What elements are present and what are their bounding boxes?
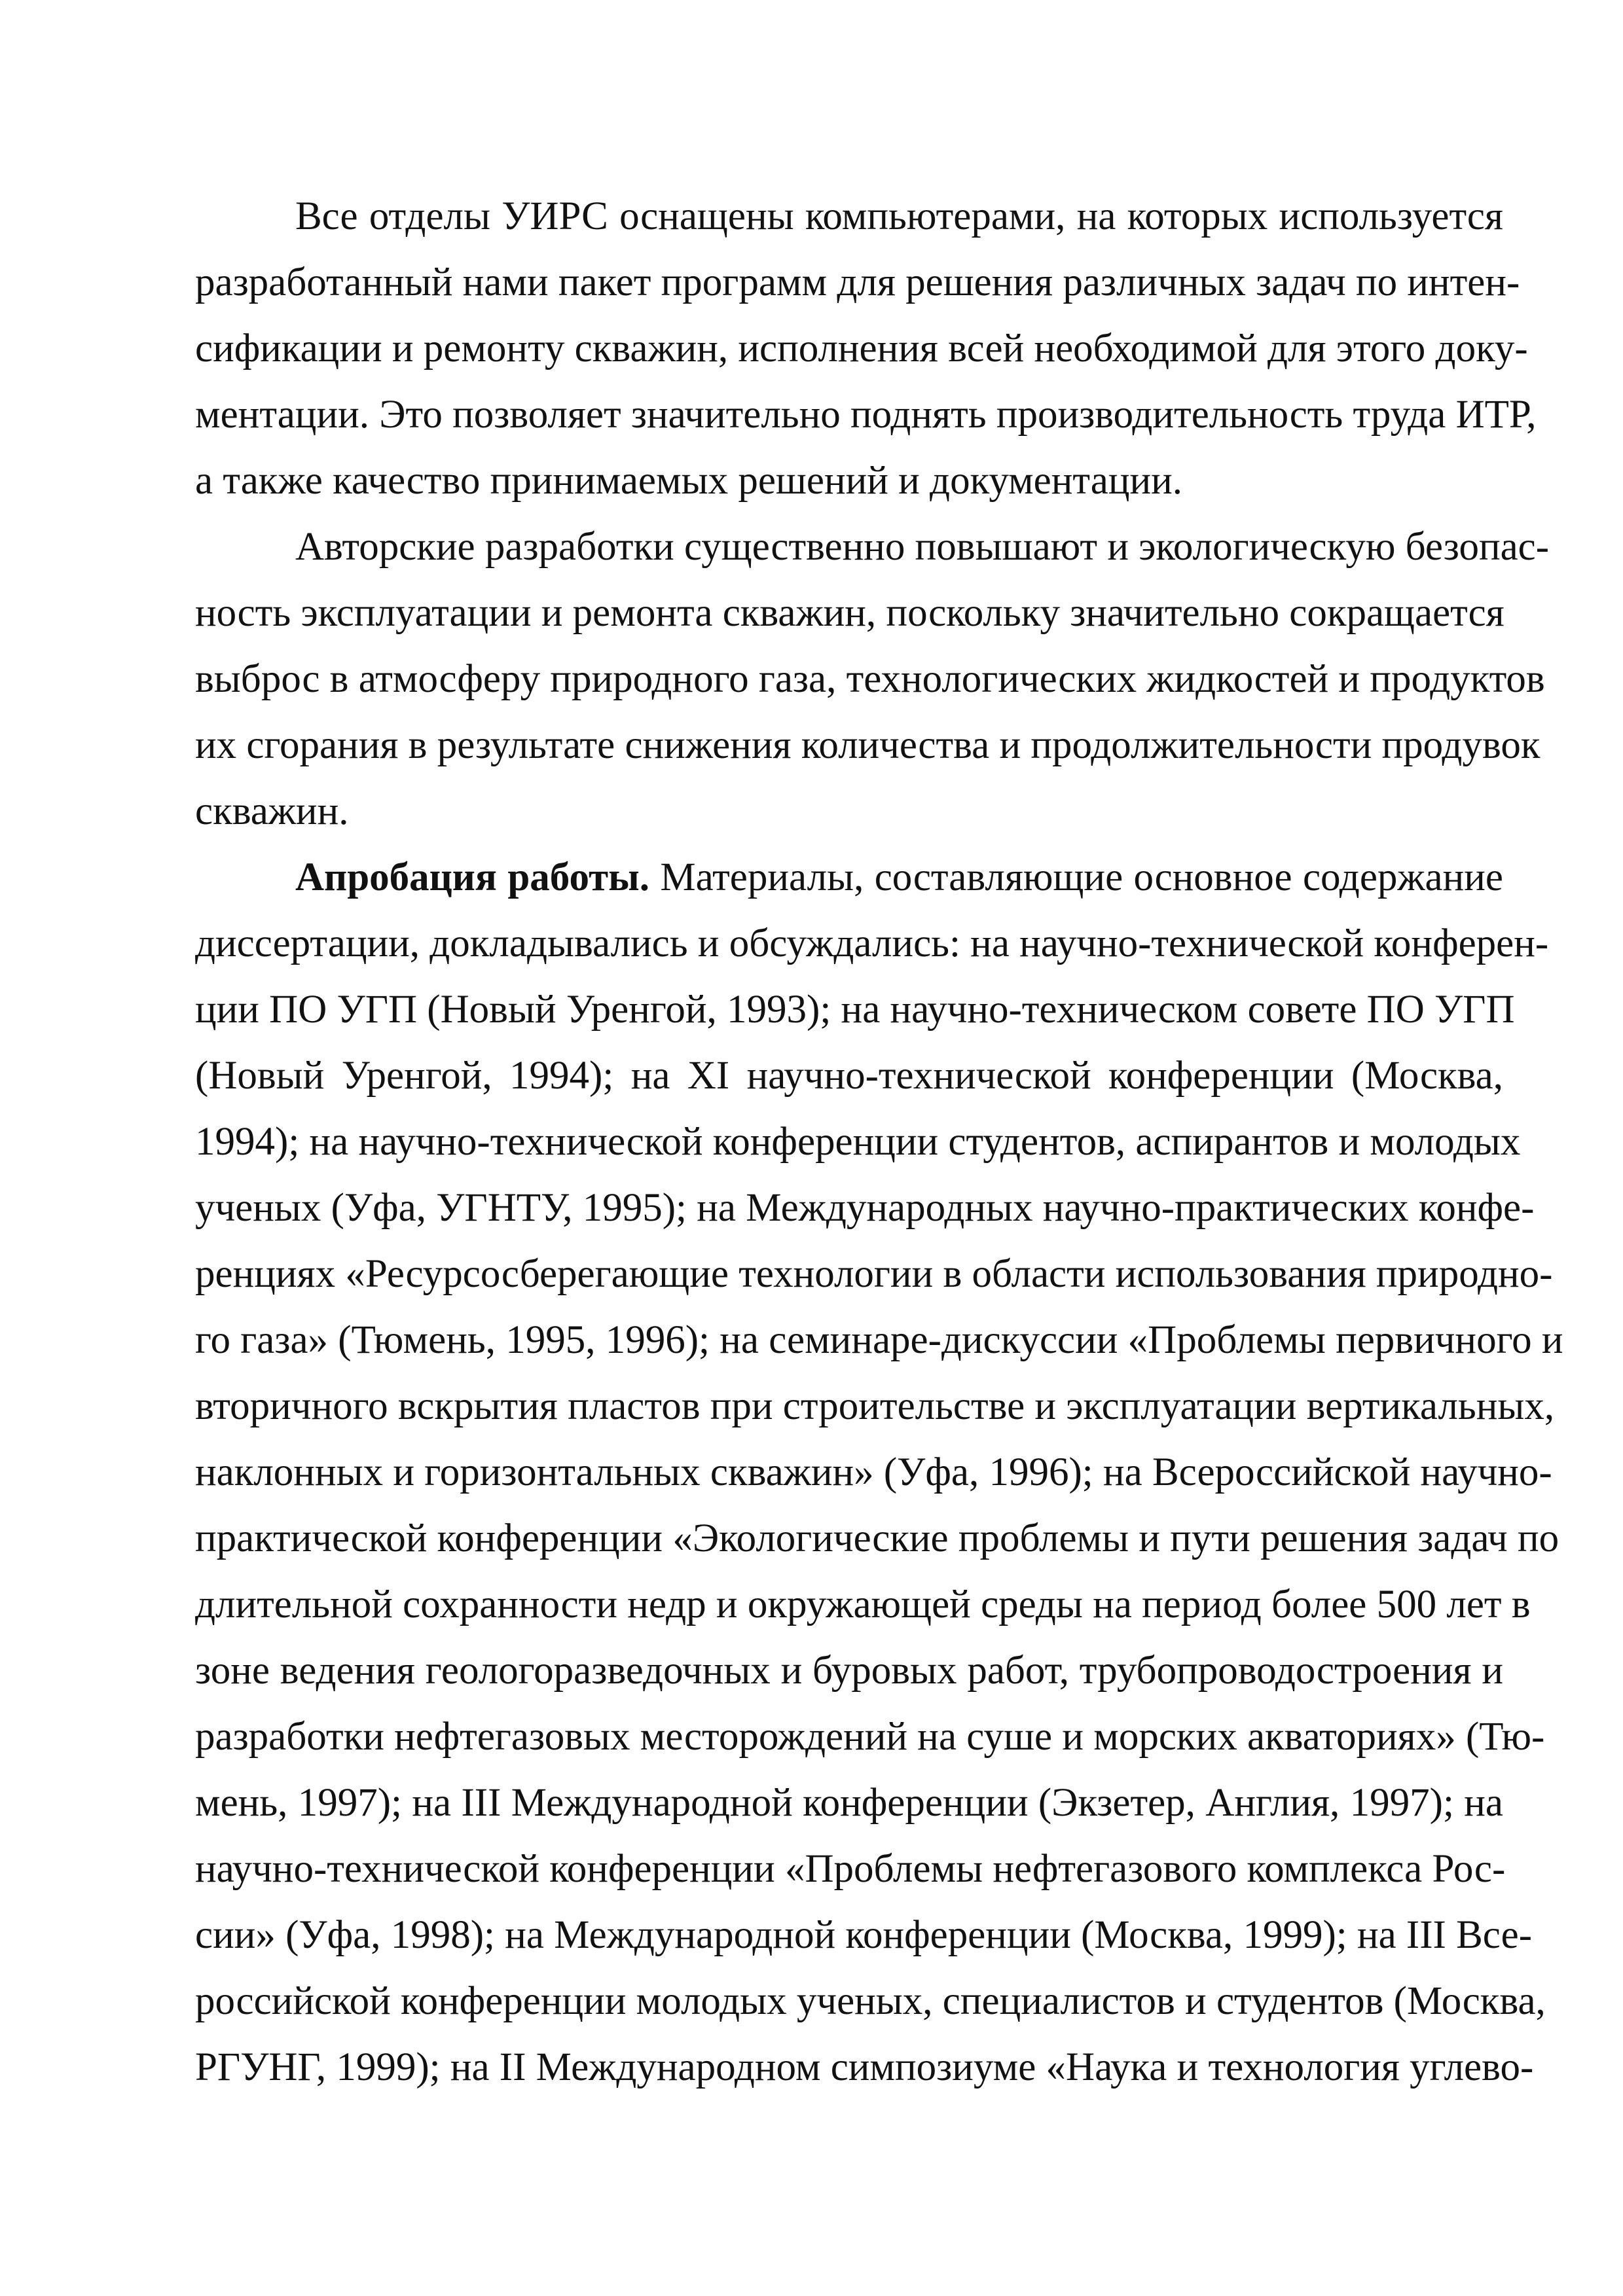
text-line: российской конференции молодых ученых, специалистов и студентов (Москва, xyxy=(195,1979,1546,2023)
text-line: сификации и ремонту скважин, исполнения всей необходимой для этого доку- xyxy=(195,327,1528,370)
text-line: Авторские разработки существенно повышают и экологическую безопас- xyxy=(295,525,1550,569)
text-line: научно-технической конференции «Проблемы нефтегазового комплекса Рос- xyxy=(195,1847,1506,1891)
text-line: ментации. Это позволяет значительно поднять производительность труда ИТР, xyxy=(195,393,1537,437)
text-line: РГУНГ, 1999); на II Международном симпозиуме «Наука и технология углево- xyxy=(195,2045,1534,2089)
text-line: зоне ведения геологоразведочных и буровых работ, трубопроводостроения и xyxy=(195,1649,1503,1693)
section-heading: Апробация работы. xyxy=(295,855,649,899)
text-line: их сгорания в результате снижения количества и продолжительности продувок xyxy=(195,723,1541,767)
text-line: а также качество принимаемых решений и документации. xyxy=(195,459,1183,503)
text-line: длительной сохранности недр и окружающей среды на период более 500 лет в xyxy=(195,1583,1531,1626)
text-line: Все отделы УИРС оснащены компьютерами, на которых используется xyxy=(295,194,1503,238)
text-line: практической конференции «Экологические проблемы и пути решения задач по xyxy=(195,1516,1559,1560)
document-page xyxy=(195,183,1563,2100)
paragraph-equipment xyxy=(195,183,1537,514)
text-line: ность эксплуатации и ремонта скважин, поскольку значительно сокращается xyxy=(195,591,1504,635)
paragraph-ecology xyxy=(195,514,1550,844)
text-line: 1994); на научно-технической конференции студентов, аспирантов и молодых xyxy=(195,1120,1521,1164)
text-line: разработанный нами пакет программ для решения различных задач по интен- xyxy=(195,260,1520,304)
text-line: наклонных и горизонтальных скважин» (Уфа, 1996); на Всероссийской научно- xyxy=(195,1450,1552,1494)
text-line: ренциях «Ресурсосберегающие технологии в области использования природно- xyxy=(195,1252,1553,1296)
text-line: вторичного вскрытия пластов при строительстве и эксплуатации вертикальных, xyxy=(195,1384,1555,1428)
text-line: го газа» (Тюмень, 1995, 1996); на семинаре-дискуссии «Проблемы первичного и xyxy=(195,1318,1563,1362)
text-line: ученых (Уфа, УГНТУ, 1995); на Международных научно-практических конфе- xyxy=(195,1186,1535,1230)
text-line: мень, 1997); на III Международной конференции (Экзетер, Англия, 1997); на xyxy=(195,1781,1503,1825)
text-line: (Новый Уренгой, 1994); на XI научно-технической конференции (Москва, xyxy=(195,1054,1503,1098)
text-line: скважин. xyxy=(195,789,349,833)
text-line-with-heading xyxy=(195,844,1503,910)
text-line: разработки нефтегазовых месторождений на суше и морских акваториях» (Тю- xyxy=(195,1715,1545,1759)
text-line: диссертации, докладывались и обсуждались: на научно-технической конферен- xyxy=(195,922,1549,965)
text-line: выброс в атмосферу природного газа, технологических жидкостей и продуктов xyxy=(195,657,1545,701)
paragraph-approbation xyxy=(195,844,1563,2100)
text-line: ции ПО УГП (Новый Уренгой, 1993); на научно-техническом совете ПО УГП xyxy=(195,988,1515,1031)
text-line: сии» (Уфа, 1998); на Международной конференции (Москва, 1999); на III Все- xyxy=(195,1913,1533,1957)
heading-line-rest: Материалы, составляющие основное содержание xyxy=(649,855,1503,899)
